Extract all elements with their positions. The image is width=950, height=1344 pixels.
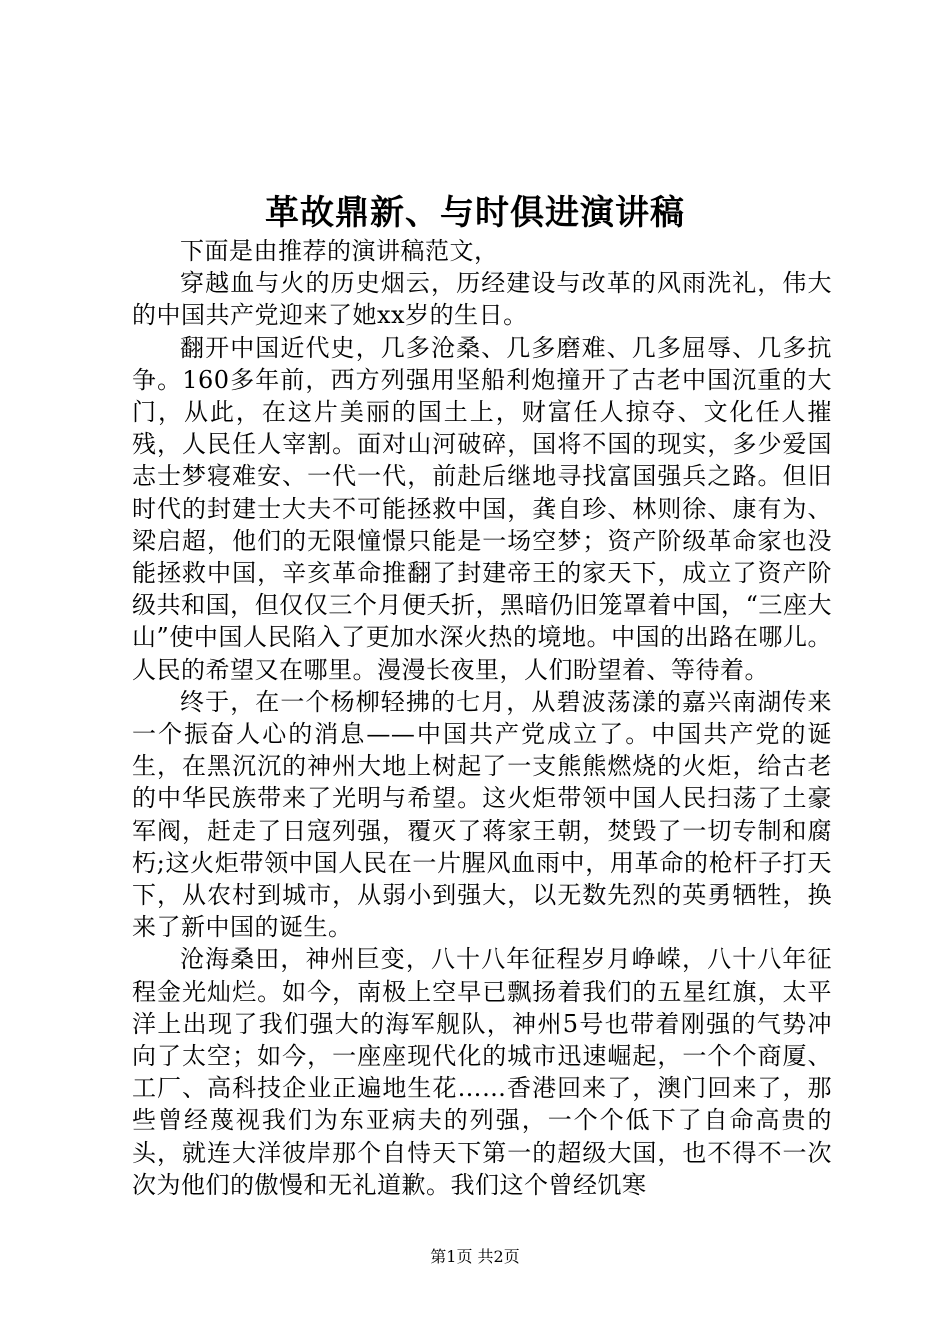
paragraph-3: 终于，在一个杨柳轻拂的七月，从碧波荡漾的嘉兴南湖传来一个振奋人心的消息——中国共产党成立了。中国共产党的诞生，在黑沉沉的神州大地上树起了一支熊熊燃烧的火炬，给古老的中华民族带来了光明与希望。这火炬带领中国人民扫荡了土豪军阀，赶走了日寇列强，覆灭了蒋家王朝，焚毁了一切专制和腐朽;这火炬带领中国人民在一片腥风血雨中，用革命的枪杆子打天下，从农村到城市，从弱小到强大，以无数先烈的英勇牺牲，换来了新中国的诞生。 bbox=[132, 687, 832, 942]
paragraph-intro: 下面是由推荐的演讲稿范文， bbox=[180, 237, 499, 265]
document-body bbox=[132, 235, 832, 1201]
paragraph-1: 穿越血与火的历史烟云，历经建设与改革的风雨洗礼，伟大的中国共产党迎来了她xx岁的生日。 bbox=[132, 269, 832, 330]
page-footer: 第1页 共2页 bbox=[430, 1247, 520, 1266]
paragraph-4: 沧海桑田，神州巨变，八十八年征程岁月峥嵘，八十八年征程金光灿烂。如今，南极上空早已飘扬着我们的五星红旗，太平洋上出现了我们强大的海军舰队，神州5号也带着刚强的气势冲向了太空；如今，一座座现代化的城市迅速崛起，一个个商厦、工厂、高科技企业正遍地生花……香港回来了，澳门回来了，那些曾经蔑视我们为东亚病夫的列强，一个个低下了自命高贵的头，就连大洋彼岸那个自恃天下第一的超级大国，也不得不一次次为他们的傲慢和无礼道歉。我们这个曾经饥寒 bbox=[132, 945, 832, 1199]
document-title: 革故鼎新、与时俱进演讲稿 bbox=[265, 193, 685, 233]
paragraph-2: 翻开中国近代史，几多沧桑、几多磨难、几多屈辱、几多抗争。160多年前，西方列强用坚船利炮撞开了古老中国沉重的大门，从此，在这片美丽的国土上，财富任人掠夺、文化任人摧残，人民任人宰割。面对山河破碎，国将不国的现实，多少爱国志士梦寝难安、一代一代，前赴后继地寻找富国强兵之路。但旧时代的封建士大夫不可能拯救中国，龚自珍、林则徐、康有为、梁启超，他们的无限憧憬只能是一场空梦；资产阶级革命家也没能拯救中国，辛亥革命推翻了封建帝王的家天下，成立了资产阶级共和国，但仅仅三个月便夭折，黑暗仍旧笼罩着中国，“三座大山”使中国人民陷入了更加水深火热的境地。中国的出路在哪儿。人民的希望又在哪里。漫漫长夜里，人们盼望着、等待着。 bbox=[132, 333, 832, 684]
